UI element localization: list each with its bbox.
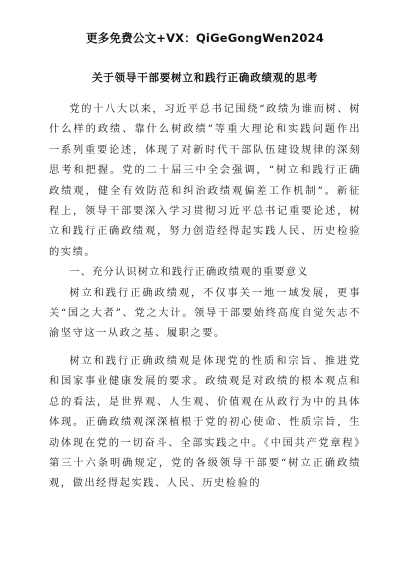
- document-body: [49, 100, 361, 495]
- document-title: 关于领导干部要树立和践行正确政绩观的思考: [92, 72, 318, 84]
- paragraph-intro: 党的十八大以来，习近平总书记围绕“政绩为谁而树、树什么样的政绩、靠什么树政绩”等重大理论和实践问题作出一系列重要论述，体现了对新时代干部队伍建设规律的深刻思考和把握。党的二十届三中全会强调，“树立和践行正确政绩观，健全有效防范和纠治政绩观偏差工作机制”。新征程上，领导干部要深入学习贯彻习近平总书记重要论述，树立和践行正确政绩观，努力创造经得起实践人民、历史检验的实绩。: [49, 104, 361, 258]
- paragraph-party-nature: 树立和践行正确政绩观是体现党的性质和宗旨、推进党和国家事业健康发展的要求。政绩观是对政绩的根本观点和总的看法，是世界观、人生观、价值观在从政行为中的具体体现。正确政绩观深深植根于党的初心使命、性质宗旨，生动体现在党的一切奋斗、全部实践之中。《中国共产党章程》第三十六条明确规定，党的各级领导干部要“树立正确政绩观，做出经得起实践、人民、历史检验的: [49, 355, 361, 490]
- paragraph-significance: 树立和践行正确政绩观，不仅事关一地一域发展，更事关“国之大者”、党之大计。领导干部要始终高度自觉矢志不渝坚守这一从政之基、履职之要。: [49, 287, 361, 340]
- promo-header: 更多免费公文+VX：QiGeGongWen2024: [86, 31, 324, 45]
- section-heading-1: 一、充分认识树立和践行正确政绩观的重要意义: [69, 267, 309, 279]
